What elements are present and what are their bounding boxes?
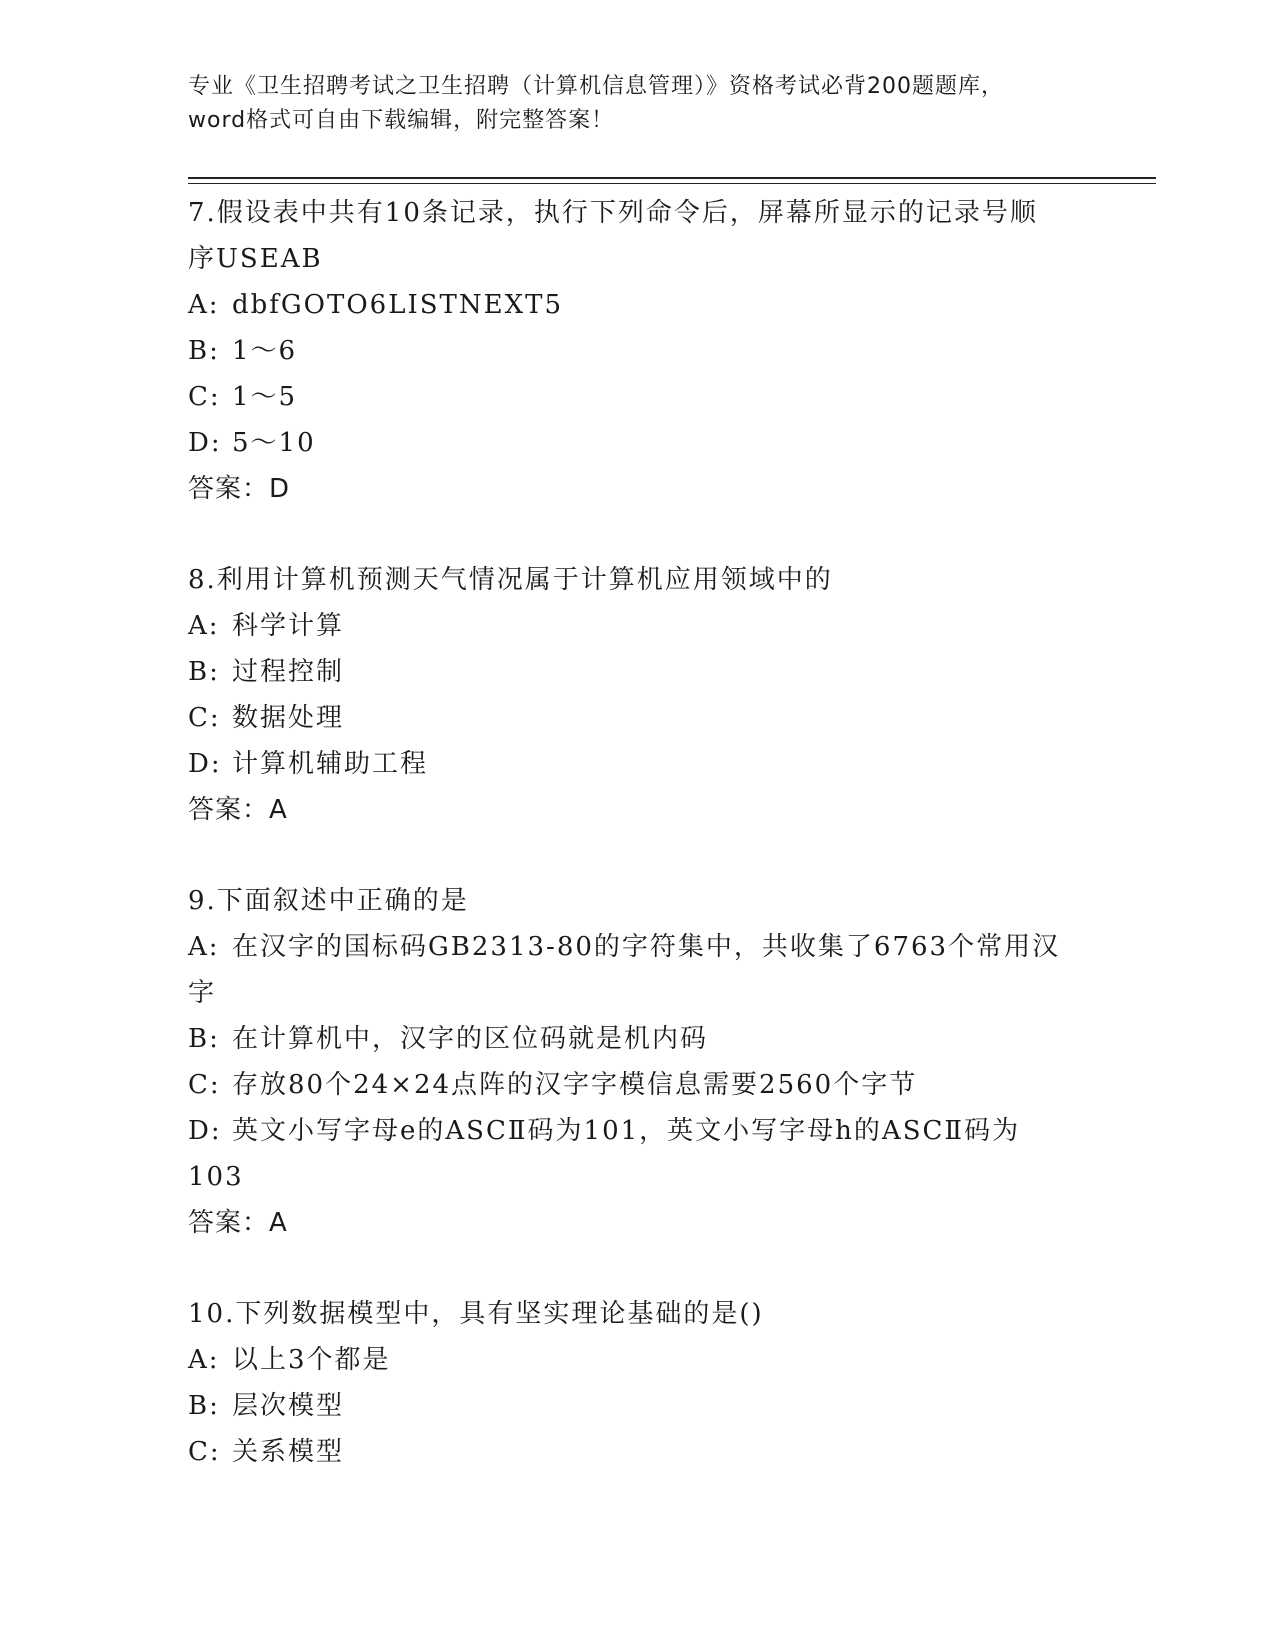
question-spacer (188, 833, 1088, 878)
answer-key: 答案：A (188, 1208, 288, 1238)
answer-option (188, 1337, 1088, 1383)
option-label: A: (188, 290, 220, 320)
option-text: 计算机辅助工程 (232, 749, 429, 779)
option-text: 以上3个都是 (232, 1345, 391, 1375)
option-label: D: (188, 428, 222, 458)
option-text: 过程控制 (232, 657, 345, 687)
question-block (188, 878, 1088, 1291)
option-text: 5～10 (232, 428, 316, 458)
answer-option (188, 420, 1088, 466)
question-block (188, 190, 1088, 557)
answer-option (188, 1383, 1088, 1429)
option-label: A: (188, 611, 220, 641)
option-text: 存放80个24×24点阵的汉字字模信息需要2560个字节 (232, 1070, 918, 1100)
answer-option (188, 1062, 1088, 1108)
option-label: C: (188, 703, 221, 733)
header-divider-thin (188, 183, 1156, 184)
answer-option (188, 1429, 1088, 1475)
answer-option: 字 (188, 978, 217, 1008)
answer-option (188, 328, 1088, 374)
question-stem: 9.下面叙述中正确的是 (188, 886, 469, 916)
header-line-2: word格式可自由下载编辑，附完整答案！ (188, 108, 615, 133)
question-spacer (188, 1246, 1088, 1291)
question-spacer (188, 512, 1088, 557)
answer-option (188, 374, 1088, 420)
answer-option (188, 1016, 1088, 1062)
option-text: 1～5 (232, 382, 298, 412)
document-header (188, 70, 1088, 138)
answer-key: 答案：D (188, 474, 291, 504)
answer-option (188, 282, 1088, 328)
header-divider-thick (188, 177, 1156, 179)
answer-option (188, 603, 1088, 649)
option-label: A: (188, 1345, 220, 1375)
answer-option (188, 741, 1088, 787)
option-label: C: (188, 382, 221, 412)
option-text: 在汉字的国标码GB2313-80的字符集中，共收集了6763个常用汉 (232, 932, 1061, 962)
question-stem: 10.下列数据模型中，具有坚实理论基础的是() (188, 1299, 764, 1329)
question-block (188, 1291, 1088, 1475)
option-label: C: (188, 1070, 221, 1100)
answer-option (188, 924, 1088, 970)
answer-option (188, 649, 1088, 695)
option-label: A: (188, 932, 220, 962)
question-list (188, 190, 1088, 1475)
option-text: 1～6 (232, 336, 298, 366)
option-label: B: (188, 1024, 220, 1054)
option-label: D: (188, 749, 222, 779)
option-label: B: (188, 1391, 220, 1421)
option-label: B: (188, 657, 220, 687)
question-stem: 序USEAB (188, 244, 323, 274)
answer-option (188, 1108, 1088, 1154)
question-stem: 8.利用计算机预测天气情况属于计算机应用领域中的 (188, 565, 833, 595)
option-text: 数据处理 (232, 703, 345, 733)
question-stem: 7.假设表中共有10条记录，执行下列命令后，屏幕所显示的记录号顺 (188, 198, 1038, 228)
question-block (188, 557, 1088, 878)
option-label: D: (188, 1116, 222, 1146)
option-label: C: (188, 1437, 221, 1467)
header-line-1: 专业《卫生招聘考试之卫生招聘（计算机信息管理）》资格考试必背200题题库， (188, 74, 1004, 99)
option-text: 英文小写字母e的ASCⅡ码为101，英文小写字母h的ASCⅡ码为 (232, 1116, 1021, 1146)
answer-key: 答案：A (188, 795, 288, 825)
option-text: 科学计算 (232, 611, 345, 641)
option-text: 在计算机中，汉字的区位码就是机内码 (232, 1024, 709, 1054)
option-text: 层次模型 (232, 1391, 345, 1421)
answer-option (188, 695, 1088, 741)
option-label: B: (188, 336, 220, 366)
answer-option: 103 (188, 1162, 244, 1192)
option-text: 关系模型 (232, 1437, 345, 1467)
option-text: dbfGOTO6LISTNEXT5 (232, 290, 564, 320)
